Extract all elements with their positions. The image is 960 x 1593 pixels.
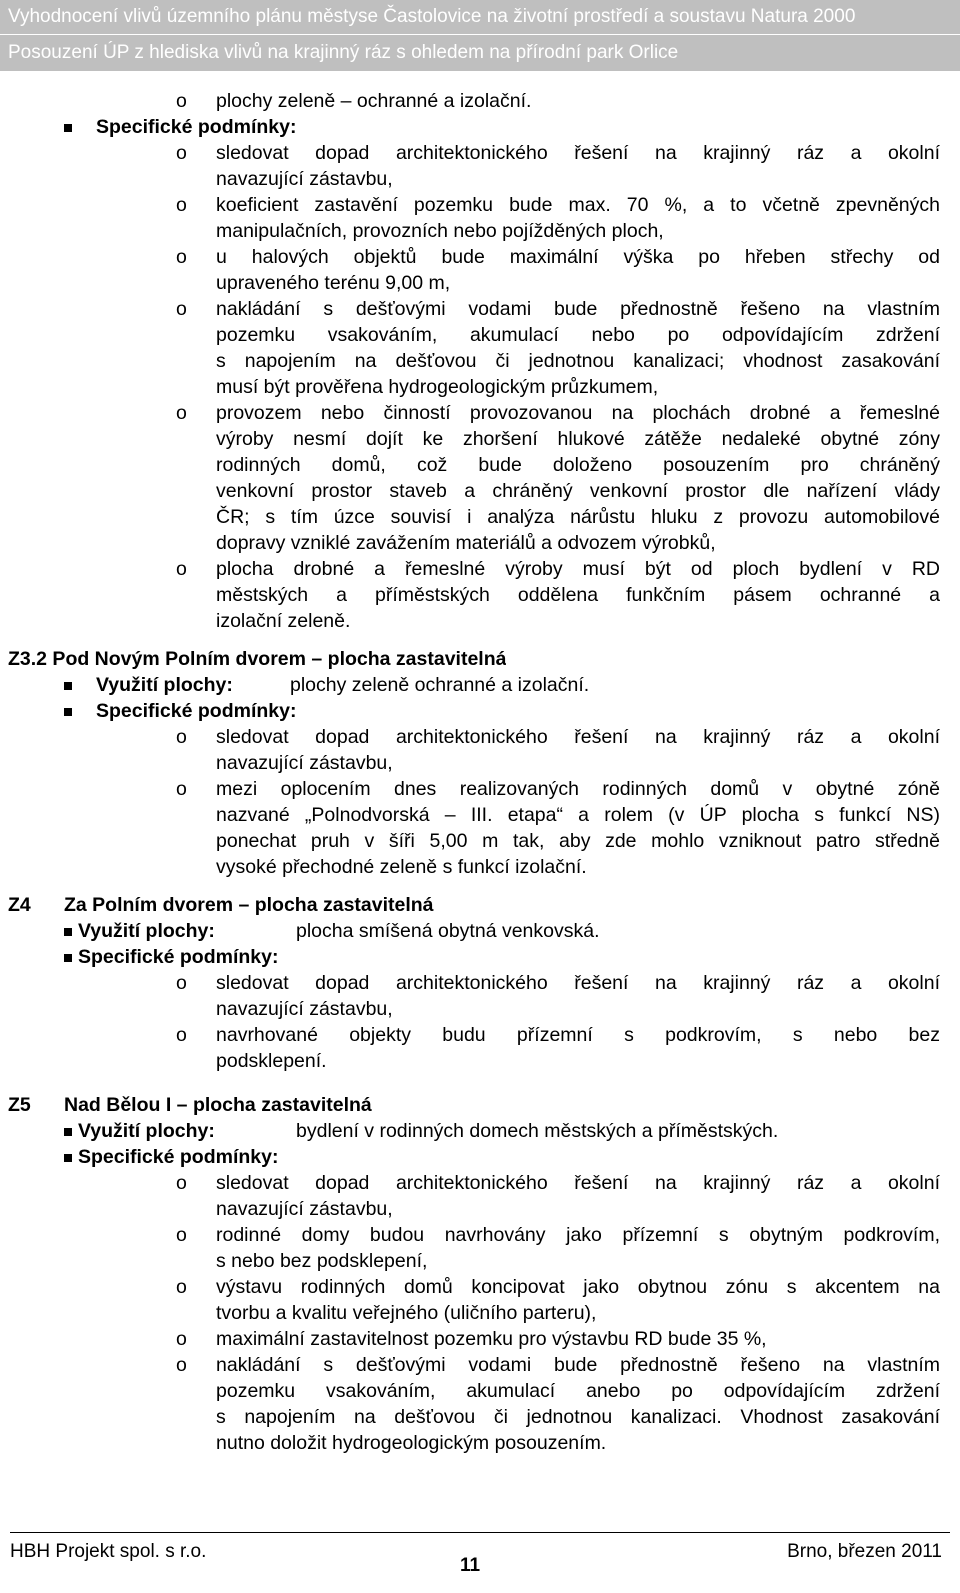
use-row: Využití plochy: plocha smíšená obytná venkovská. [0,918,960,944]
spec-heading: Specifické podmínky: [0,1144,960,1170]
list-item: o sledovat dopad architektonického řešení na krajinný ráz a okolní [176,142,940,164]
list-item: o koeficient zastavění pozemku bude max. 70 %, a to včetně zpevněných [176,194,940,216]
square-bullet-icon [64,928,72,936]
document-body: o plochy zeleně – ochranné a izolační. Specifické podmínky: o sledovat dopad architektonického řešení na krajinný ráz a okolní navazující zástavbu, o koeficient zastavění pozemku bude max. 70 %, a to včetně zpevněných manipulačních, provozních nebo pojížděných ploch, o u halových objektů bude maximální výška po hřeben střechy od upraveného terénu 9,00 m, o nakládání s dešťovými vodami bude přednostně řešeno na vlastním pozemku vsakováním, akumulací nebo po odpovídajícím zdržení s napojením na dešťovou či jednotnou kanalizaci; vhodnost zasakování musí být prověřena hydrogeologickým průzkumem, o provozem nebo činností provozovanou na plochách drobné a řemeslné výroby nesmí dojít ke zhoršení hlukové zátěže nedaleké obytné zóny rodinných domů, což bude doloženo posouzením pro chráněný venkovní prostor staveb a chráněný venkovní prostor dle nařízení vlády ČR; s tím úzce souvisí i analýza nárůstu hluku z provozu automobilové dopravy vzniklé zavážením materiálů a odvozem výrobků, o plocha drobné a řemeslné výroby musí být od ploch bydlení v RD městských a příměstských oddělena funkčním pásem ochranné a izolační zeleně. Z3.2 Pod Novým Polním dvorem – plocha zastavitelná Využití plochy: plochy zeleně ochranné a izolační. Specifické podmínky: o sledovat dopad architektonického řešení na krajinný ráz a okolní navazující zástavbu, o mezi oplocením dnes realizovaných rodinných domů v obytné zóně nazvané „Polnodvorská – III. etapa“ a rolem (v ÚP plocha s funkcí NS) ponechat pruh v šíři 5,00 m tak, aby zde mohlo vzniknout patro středně vysoké přechodné zeleně s funkcí izolační. Z4 Za Polním dvorem – plocha zastavitelná Využití plochy: plocha smíšená obytná venkovská. Specifické podmínky: o sledovat dopad architektonického řešení na krajinný ráz a okolní navazující zástavbu, o navrhované objekty budu přízemní s podkrovím, s nebo bez podsklepení. Z5 Nad Bělou I – plocha zastavitelná Využití plochy: bydlení v rodinných domech městských a příměstských. Specifické podmínky: o sledovat dopad architektonického řešení na krajinný ráz a okolní navazující zástavbu, o rodinné domy budou navrhovány jako přízemní s obytným podkrovím, s nebo bez podsklepení, o výstavu rodinných domů koncipovat jako obytnou zónu s akcentem na tvorbu a kvalitu veřejného (uličního parteru), o maximální zastavitelnost pozemku pro výstavbu RD bude 35 %, o nakládání s dešťovými vodami bude přednostně řešeno na vlastním pozemku vsakováním, akumulací anebo po odpovídajícím zdržení s napojením na dešťovou či jednotnou kanalizaci. Vhodnost zasakování nutno doložit hydrogeologickým posouzením. [0,88,960,1456]
list-item: o sledovat dopad architektonického řešení na krajinný ráz a okolní [176,972,940,994]
header-title: Vyhodnocení vlivů územního plánu městyse Častolovice na životní prostředí a soustavu Natura 2000 [0,0,960,34]
list-item: o plochy zeleně – ochranné a izolační. [176,90,532,112]
square-bullet-icon [64,124,72,132]
list-item: o maximální zastavitelnost pozemku pro výstavbu RD bude 35 %, [176,1328,767,1350]
footer-company: HBH Projekt spol. s r.o. [10,1541,207,1562]
list-item: o rodinné domy budou navrhovány jako přízemní s obytným podkrovím, [176,1224,940,1246]
square-bullet-icon [64,1154,72,1162]
page-footer [0,1532,960,1593]
list-item: o plocha drobné a řemeslné výroby musí být od ploch bydlení v RD [176,558,940,580]
section-heading: Z4 Za Polním dvorem – plocha zastavitelná [8,894,434,916]
list-item: o sledovat dopad architektonického řešení na krajinný ráz a okolní [176,726,940,748]
list-item: o nakládání s dešťovými vodami bude přednostně řešeno na vlastním [176,298,940,320]
section-heading: Z3.2 Pod Novým Polním dvorem – plocha zastavitelná [8,648,507,670]
square-bullet-icon [64,708,72,716]
section-heading: Z5 Nad Bělou I – plocha zastavitelná [8,1094,372,1116]
header-subtitle: Posouzení ÚP z hlediska vlivů na krajinný ráz s ohledem na přírodní park Orlice [0,35,960,71]
square-bullet-icon [64,954,72,962]
spec-heading: Specifické podmínky: [0,114,960,140]
list-item: o navrhované objekty budu přízemní s podkrovím, s nebo bez [176,1024,940,1046]
list-item: o provozem nebo činností provozovanou na plochách drobné a řemeslné [176,402,940,424]
list-item: o nakládání s dešťovými vodami bude přednostně řešeno na vlastním [176,1354,940,1376]
footer-date: Brno, březen 2011 [787,1541,942,1562]
list-item: o mezi oplocením dnes realizovaných rodinných domů v obytné zóně [176,778,940,800]
list-item: o sledovat dopad architektonického řešení na krajinný ráz a okolní [176,1172,940,1194]
square-bullet-icon [64,1128,72,1136]
page-number: 11 [459,1555,481,1576]
list-item: o výstavu rodinných domů koncipovat jako obytnou zónu s akcentem na [176,1276,940,1298]
list-item: o u halových objektů bude maximální výška po hřeben střechy od [176,246,940,268]
footer-divider [10,1532,950,1533]
spec-heading: Specifické podmínky: [0,944,960,970]
use-row: Využití plochy: plochy zeleně ochranné a izolační. [0,672,960,698]
square-bullet-icon [64,682,72,690]
use-row: Využití plochy: bydlení v rodinných domech městských a příměstských. [0,1118,960,1144]
spec-heading: Specifické podmínky: [0,698,960,724]
